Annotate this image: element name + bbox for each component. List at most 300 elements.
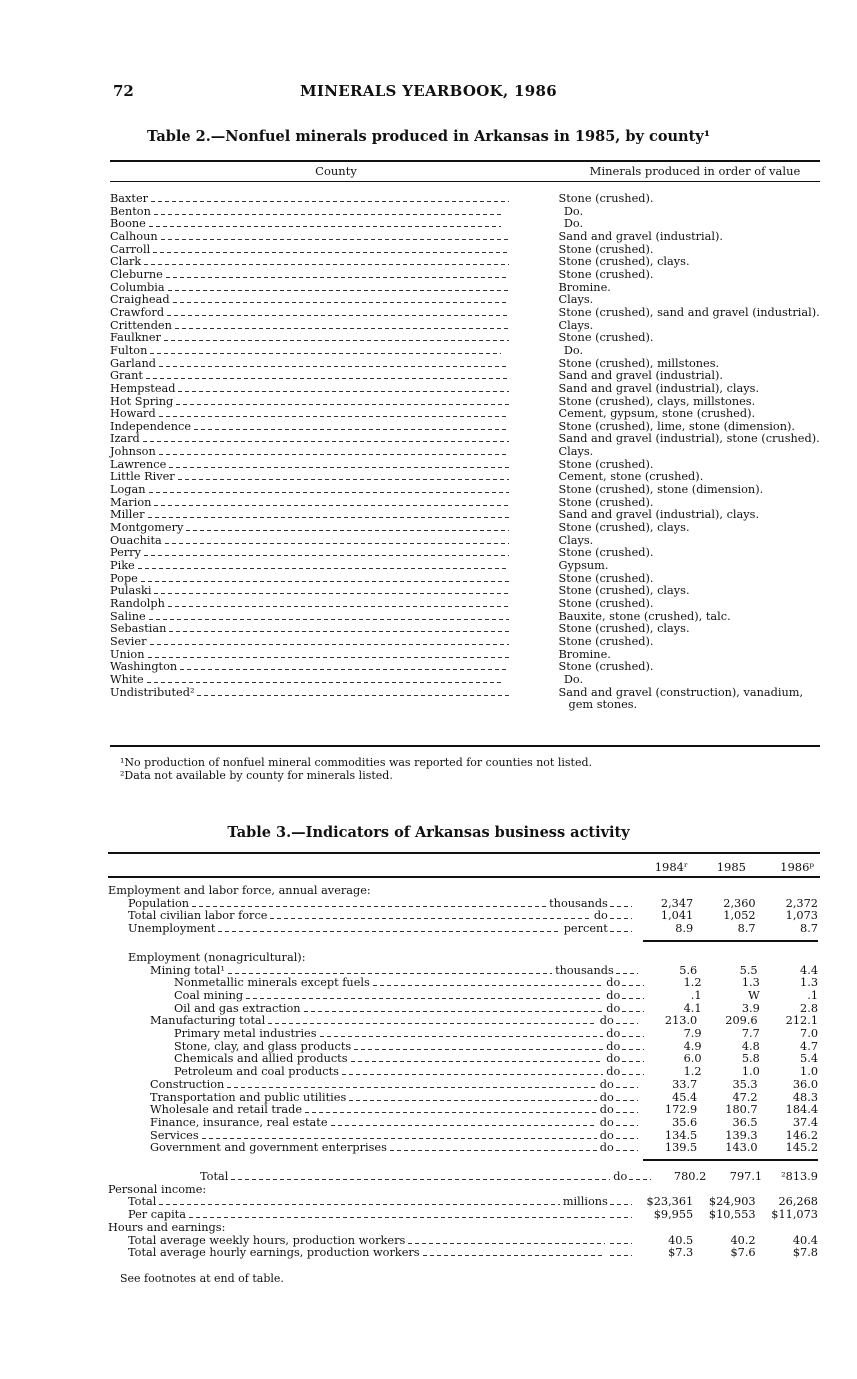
dot-leader <box>342 1067 603 1075</box>
value-1986: 2.8 <box>800 1001 819 1015</box>
value-1986: 48.3 <box>792 1090 819 1104</box>
dot-leader <box>159 447 510 455</box>
table-row <box>110 674 820 687</box>
county-cell <box>110 282 512 295</box>
table-row <box>110 206 820 219</box>
dot-leader <box>622 991 644 999</box>
minerals-cell: Stone (crushed). <box>558 660 654 674</box>
dot-leader <box>354 1042 603 1050</box>
row-label: Construction <box>150 1077 225 1091</box>
value-1984: 780.2 <box>673 1170 707 1184</box>
table-row <box>108 1028 818 1041</box>
value-1984: $7.3 <box>668 1246 694 1260</box>
row-label: Personal income: <box>108 1182 207 1196</box>
county-name: Sevier <box>110 634 147 648</box>
dot-leader <box>164 333 510 341</box>
row-label: Mining total¹ <box>150 963 225 977</box>
minerals-cell: Bromine. <box>558 647 611 661</box>
dot-leader <box>192 899 546 907</box>
dot-leader <box>349 1093 596 1101</box>
dot-leader <box>153 245 509 253</box>
row-label: Nonmetallic minerals except fuels <box>174 976 370 990</box>
table-row <box>110 256 820 269</box>
table-row <box>110 687 820 712</box>
county-name: Pike <box>110 559 135 573</box>
dot-leader <box>202 1131 597 1139</box>
county-cell <box>110 244 512 257</box>
table-row <box>110 282 820 295</box>
row-label: Hours and earnings: <box>108 1220 226 1234</box>
dot-leader <box>629 1172 651 1180</box>
table3-note: See footnotes at end of table. <box>120 1272 284 1285</box>
row-unit: do <box>599 1090 614 1104</box>
minerals-cell: Stone (crushed), lime, stone (dimension). <box>558 419 795 433</box>
table-row <box>108 1247 818 1260</box>
table-row <box>110 649 820 662</box>
dot-leader <box>304 1004 604 1012</box>
table-row <box>110 585 820 598</box>
row-label-cell <box>108 923 632 936</box>
value-1985: 1,052 <box>723 909 756 923</box>
minerals-cell: Sand and gravel (industrial), stone (crushed). <box>558 432 820 446</box>
value-1984: 5.6 <box>679 963 698 977</box>
dot-leader <box>423 1248 605 1256</box>
minerals-cell: Stone (crushed), clays, millstones. <box>558 394 756 408</box>
row-label: Manufacturing total <box>150 1014 266 1028</box>
table-row <box>110 332 820 345</box>
row-label: Government and government enterprises <box>150 1141 387 1155</box>
value-1986: 36.0 <box>792 1077 819 1091</box>
minerals-cell: Gypsum. <box>558 559 609 573</box>
dot-leader <box>159 1197 559 1205</box>
minerals-cell: Sand and gravel (industrial). <box>558 229 724 243</box>
table2-header-rule <box>110 181 820 182</box>
dot-leader <box>144 257 509 265</box>
dot-leader <box>622 1054 644 1062</box>
value-1984: 2,347 <box>660 896 694 910</box>
table-row <box>108 923 818 936</box>
table-row <box>108 1142 818 1155</box>
county-name: Boone <box>110 217 146 231</box>
dot-leader <box>320 1029 604 1037</box>
dot-leader <box>610 1210 632 1218</box>
dot-leader <box>161 232 510 240</box>
row-unit: thousands <box>555 963 614 977</box>
table-row <box>110 446 820 459</box>
dot-leader <box>159 409 510 417</box>
dot-leader <box>149 612 510 620</box>
row-label: Per capita <box>128 1208 186 1222</box>
dot-leader <box>227 1080 596 1088</box>
county-name: Pulaski <box>110 584 152 598</box>
county-name: Hempstead <box>110 381 176 395</box>
running-title: MINERALS YEARBOOK, 1986 <box>300 82 557 100</box>
dot-leader <box>616 1080 638 1088</box>
county-cell <box>110 484 512 497</box>
value-1985: 5.8 <box>741 1052 760 1066</box>
value-1984: 139.5 <box>664 1141 698 1155</box>
dot-leader <box>149 219 501 227</box>
dot-leader <box>622 1042 644 1050</box>
county-cell <box>110 231 512 244</box>
value-1986: 145.2 <box>785 1141 819 1155</box>
county-cell <box>110 535 512 548</box>
minerals-cell: Stone (crushed). <box>558 267 654 281</box>
dot-leader <box>268 1016 596 1024</box>
county-name: Independence <box>110 419 192 433</box>
dot-leader <box>246 991 603 999</box>
value-1984: 45.4 <box>672 1090 698 1104</box>
table-row <box>108 1066 818 1079</box>
value-1985: 35.3 <box>732 1077 758 1091</box>
value-1985: 7.7 <box>741 1027 760 1041</box>
minerals-cell: Stone (crushed). <box>558 192 654 205</box>
county-cell <box>110 193 512 206</box>
value-1985: 797.1 <box>729 1170 763 1184</box>
minerals-cell: Stone (crushed). <box>558 597 654 610</box>
row-label-cell <box>108 1184 625 1197</box>
dot-leader <box>148 650 510 658</box>
minerals-cell: Stone (crushed). <box>558 331 654 345</box>
minerals-cell: Stone (crushed), clays. <box>558 521 690 535</box>
value-1985: $7.6 <box>730 1246 756 1260</box>
county-name: Union <box>110 647 145 661</box>
table-row <box>108 1079 818 1092</box>
row-unit: do <box>606 1027 621 1041</box>
value-1986: 5.4 <box>800 1052 819 1066</box>
dot-leader <box>610 1248 632 1256</box>
row-label-cell <box>108 1171 651 1184</box>
table2-col-county: County <box>315 164 357 178</box>
minerals-cell: Stone (crushed), clays. <box>558 584 690 598</box>
row-label: Total <box>128 1195 157 1209</box>
row-unit: do <box>606 1001 621 1015</box>
value-1986: 40.4 <box>792 1233 818 1247</box>
dot-leader <box>168 283 510 291</box>
dot-leader <box>616 1143 638 1151</box>
county-cell <box>110 611 512 624</box>
minerals-cell: Stone (crushed), stone (dimension). <box>558 483 764 497</box>
value-1985: 47.2 <box>732 1090 758 1104</box>
county-name: Fulton <box>110 343 148 357</box>
value-1986: 7.0 <box>800 1027 819 1041</box>
dot-leader <box>622 1004 644 1012</box>
dot-leader <box>169 460 509 468</box>
county-cell <box>110 408 512 421</box>
minerals-cell: Stone (crushed), millstones. <box>558 356 720 370</box>
value-1985: 209.6 <box>725 1014 758 1028</box>
row-unit: thousands <box>549 896 608 910</box>
county-name: Grant <box>110 369 143 383</box>
row-label: Transportation and public utilities <box>150 1090 347 1104</box>
dot-leader <box>169 624 509 632</box>
dot-leader <box>616 1118 638 1126</box>
dot-leader <box>616 1105 638 1113</box>
row-unit: do <box>606 1065 621 1079</box>
county-cell <box>110 573 512 586</box>
minerals-cell: Stone (crushed). <box>558 571 654 585</box>
row-label-cell <box>108 1142 638 1155</box>
row-label: Services <box>150 1128 199 1142</box>
county-cell <box>110 687 512 712</box>
county-cell <box>110 294 512 307</box>
value-1986: 184.4 <box>785 1103 819 1117</box>
table-row <box>110 535 820 548</box>
row-unit: do <box>606 1052 621 1066</box>
value-1985: 3.9 <box>741 1001 760 1015</box>
table-row <box>108 1117 818 1130</box>
value-1986: 2,372 <box>785 896 818 910</box>
county-name: Benton <box>110 204 151 218</box>
value-1984: 134.5 <box>664 1128 698 1142</box>
minerals-cell: Sand and gravel (industrial), clays. <box>558 381 760 395</box>
value-1984: 1.2 <box>683 1065 702 1079</box>
row-label-cell <box>108 1247 632 1260</box>
table-row <box>110 408 820 421</box>
value-1984: 4.9 <box>683 1039 702 1053</box>
dot-leader <box>186 523 509 531</box>
table-row <box>108 1209 818 1222</box>
value-1984: $9,955 <box>653 1208 694 1222</box>
value-1985: W <box>748 988 760 1002</box>
footnote-2: ²Data not available by county for minerals listed. <box>120 769 393 782</box>
row-label: Population <box>128 896 190 910</box>
row-unit: do <box>613 1170 628 1184</box>
value-1984: 1.2 <box>683 976 702 990</box>
minerals-cell: Stone (crushed). <box>558 495 654 509</box>
table3-body <box>108 885 818 1260</box>
dot-leader <box>610 1197 632 1205</box>
county-name: Calhoun <box>110 229 158 243</box>
county-cell <box>110 218 504 231</box>
dot-leader <box>149 485 510 493</box>
county-name: Ouachita <box>110 533 162 547</box>
row-label: Stone, clay, and glass products <box>174 1039 352 1053</box>
county-name: Izard <box>110 432 140 446</box>
county-name: Cleburne <box>110 267 163 281</box>
value-1984: 4.1 <box>683 1001 702 1015</box>
table-row <box>110 383 820 396</box>
value-1984: 1,041 <box>660 909 694 923</box>
dot-leader <box>151 194 509 202</box>
county-cell <box>110 547 512 560</box>
dot-leader <box>176 397 509 405</box>
dot-leader <box>197 688 509 696</box>
row-label-cell <box>108 885 625 898</box>
county-name: Columbia <box>110 280 165 294</box>
value-1985: 1.3 <box>741 976 760 990</box>
county-name: Howard <box>110 407 156 421</box>
row-unit: do <box>599 1141 614 1155</box>
row-label: Wholesale and retail trade <box>150 1103 303 1117</box>
section-rule <box>643 1159 818 1161</box>
county-name: Logan <box>110 483 146 497</box>
value-1985: 180.7 <box>725 1103 758 1117</box>
county-cell <box>110 320 512 333</box>
value-1986: $11,073 <box>771 1208 818 1222</box>
dot-leader <box>147 675 501 683</box>
value-1985: 1.0 <box>741 1065 760 1079</box>
minerals-cell: Clays. <box>558 293 594 307</box>
dot-leader <box>622 978 644 986</box>
dot-leader <box>390 1143 597 1151</box>
dot-leader <box>305 1105 597 1113</box>
table2-body <box>110 193 820 712</box>
county-name: Crawford <box>110 305 165 319</box>
value-1985: 4.8 <box>741 1039 760 1053</box>
county-name: Pope <box>110 571 138 585</box>
value-1985: 2,360 <box>723 896 756 910</box>
value-1984: 7.9 <box>683 1027 702 1041</box>
row-label-cell <box>108 952 645 965</box>
value-1984: 8.9 <box>675 922 694 936</box>
county-cell <box>110 497 512 510</box>
row-label-cell <box>108 1028 644 1041</box>
minerals-cell: Stone (crushed), clays. <box>558 255 690 269</box>
county-name: Sebastian <box>110 622 167 636</box>
value-1986: 146.2 <box>785 1128 819 1142</box>
dot-leader <box>141 574 510 582</box>
value-1985: 143.0 <box>725 1141 758 1155</box>
row-label: Primary metal industries <box>174 1027 317 1041</box>
county-name: Johnson <box>110 445 156 459</box>
dot-leader <box>154 207 501 215</box>
value-1986: 4.4 <box>800 963 819 977</box>
county-name: Faulkner <box>110 331 161 345</box>
row-unit: do <box>599 1014 614 1028</box>
value-1985: $24,903 <box>708 1195 756 1209</box>
value-1984: 213.0 <box>664 1014 698 1028</box>
value-1984: 172.9 <box>664 1103 698 1117</box>
county-name: Clark <box>110 255 142 269</box>
dot-leader <box>143 434 510 442</box>
minerals-cell: Do. <box>563 204 584 218</box>
county-name: Carroll <box>110 242 151 256</box>
county-cell <box>110 522 512 535</box>
table2-bottom-rule <box>110 745 820 747</box>
value-1985: 8.7 <box>737 922 756 936</box>
dot-leader <box>228 966 552 974</box>
table-row <box>110 320 820 333</box>
table-row <box>110 307 820 320</box>
dot-leader <box>408 1236 605 1244</box>
table-row <box>110 294 820 307</box>
dot-leader <box>148 510 510 518</box>
county-cell <box>110 598 512 611</box>
table-row <box>110 433 820 446</box>
county-name: Baxter <box>110 192 149 205</box>
table-row <box>110 611 820 624</box>
minerals-cell: Bauxite, stone (crushed), talc. <box>558 609 731 623</box>
county-name: Montgomery <box>110 521 184 535</box>
minerals-cell: Stone (crushed). <box>558 457 654 471</box>
table-row <box>110 522 820 535</box>
value-1984: 40.5 <box>668 1233 694 1247</box>
row-label-cell <box>108 1222 625 1235</box>
table-row <box>108 1222 818 1235</box>
county-cell <box>110 307 512 320</box>
county-name: Garland <box>110 356 157 370</box>
table-row <box>110 547 820 560</box>
dot-leader <box>189 1210 605 1218</box>
table-row <box>110 573 820 586</box>
dot-leader <box>144 548 510 556</box>
dot-leader <box>351 1054 604 1062</box>
dot-leader <box>150 637 510 645</box>
county-name: Lawrence <box>110 457 167 471</box>
row-label: Oil and gas extraction <box>174 1001 301 1015</box>
value-1986: 8.7 <box>800 922 818 936</box>
value-1986: 37.4 <box>792 1115 819 1129</box>
row-label-cell <box>108 1066 644 1079</box>
table-row <box>110 484 820 497</box>
dot-leader <box>616 966 638 974</box>
table-row <box>108 1171 818 1184</box>
row-label: Total average weekly hours, production workers <box>128 1233 406 1247</box>
dot-leader <box>610 924 632 932</box>
table3-header-rule <box>108 876 820 878</box>
table-row <box>110 661 820 674</box>
dot-leader <box>610 899 632 907</box>
row-unit: do <box>606 988 621 1002</box>
value-1985: 40.2 <box>730 1233 756 1247</box>
dot-leader <box>150 346 501 354</box>
dot-leader <box>178 472 510 480</box>
county-cell <box>110 383 512 396</box>
dot-leader <box>218 924 560 932</box>
minerals-cell: Clays. <box>558 533 594 547</box>
county-cell <box>110 370 512 383</box>
row-label-cell <box>108 1196 632 1209</box>
minerals-cell: Sand and gravel (construction), vanadium, gem stones. <box>558 685 804 712</box>
table3-title: Table 3.—Indicators of Arkansas business activity <box>227 824 630 841</box>
dot-leader <box>165 536 510 544</box>
dot-leader <box>622 1029 644 1037</box>
row-label-cell <box>108 1079 638 1092</box>
county-cell <box>110 636 512 649</box>
county-cell <box>110 560 512 573</box>
table-row <box>110 509 820 522</box>
minerals-cell: Bromine. <box>558 280 611 294</box>
minerals-cell: Stone (crushed). <box>558 546 654 560</box>
dot-leader <box>138 561 510 569</box>
county-name: Saline <box>110 609 146 623</box>
dot-leader <box>616 1016 638 1024</box>
year-1986: 1986ᵖ <box>780 860 814 874</box>
table2-col-minerals: Minerals produced in order of value <box>589 164 801 178</box>
minerals-cell: Stone (crushed), clays. <box>558 622 690 636</box>
table-row <box>110 231 820 244</box>
minerals-cell: Stone (crushed). <box>558 242 654 256</box>
dot-leader <box>159 359 509 367</box>
row-unit: millions <box>562 1195 608 1209</box>
minerals-cell: Stone (crushed), sand and gravel (industrial). <box>558 305 820 319</box>
row-unit: do <box>599 1103 614 1117</box>
row-label: Employment (nonagricultural): <box>128 950 306 964</box>
county-name: White <box>110 672 144 686</box>
dot-leader <box>175 321 510 329</box>
county-name: Miller <box>110 508 145 522</box>
value-1984: .1 <box>690 988 702 1002</box>
county-name: Crittenden <box>110 318 172 332</box>
row-label: Total civilian labor force <box>128 909 268 923</box>
county-cell <box>110 446 512 459</box>
dot-leader <box>610 911 632 919</box>
county-name: Perry <box>110 546 141 560</box>
value-1986: 1.3 <box>800 976 819 990</box>
county-name: Undistributed² <box>110 685 195 699</box>
table-row <box>110 269 820 282</box>
